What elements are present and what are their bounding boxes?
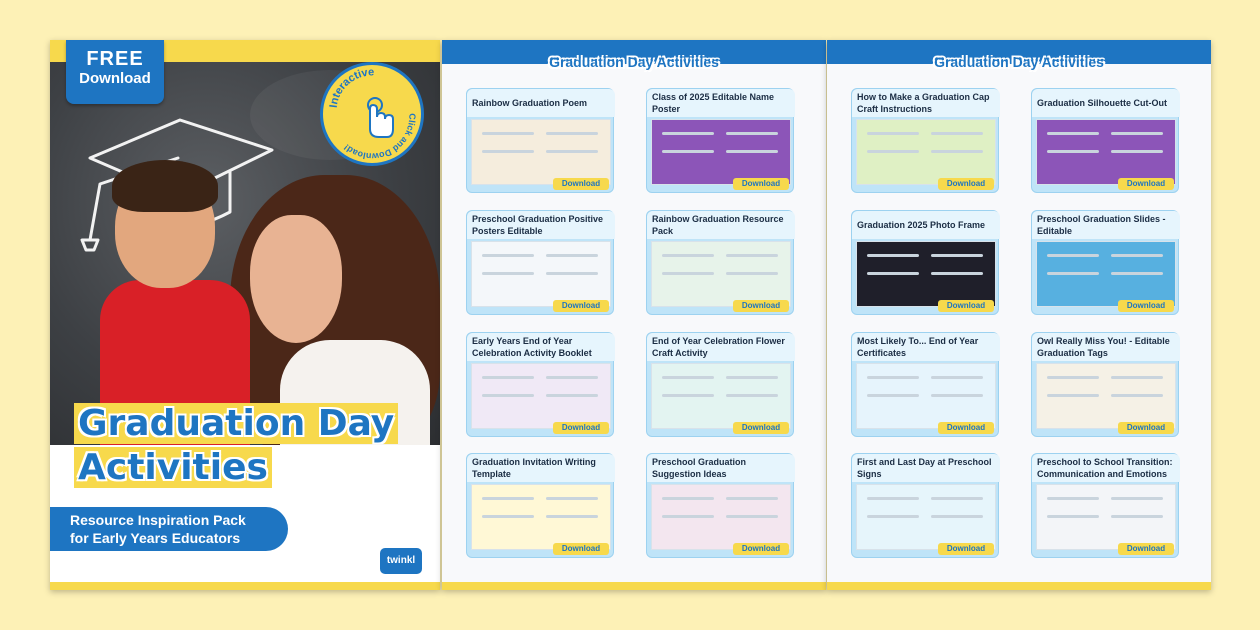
download-button[interactable]: Download bbox=[553, 422, 609, 434]
thumbnail-text-line bbox=[546, 272, 598, 275]
resource-card[interactable] bbox=[851, 332, 999, 437]
resource-thumbnail[interactable] bbox=[651, 241, 791, 307]
resource-thumbnail[interactable] bbox=[471, 241, 611, 307]
thumbnail-text-line bbox=[1111, 515, 1163, 518]
download-button[interactable]: Download bbox=[733, 300, 789, 312]
thumbnail-text-line bbox=[867, 150, 919, 153]
interactive-label: Interactive bbox=[327, 66, 375, 109]
mother-face bbox=[250, 215, 342, 343]
thumbnail-text-line bbox=[1047, 150, 1099, 153]
subtitle-line-1: Resource Inspiration Pack bbox=[70, 512, 246, 528]
thumbnail-text-line bbox=[662, 515, 714, 518]
resource-thumbnail[interactable] bbox=[856, 484, 996, 550]
thumbnail-text-line bbox=[662, 376, 714, 379]
thumbnail-text-line bbox=[931, 132, 983, 135]
cover-title bbox=[74, 402, 434, 490]
thumbnail-text-line bbox=[931, 254, 983, 257]
resource-card-title: Preschool Graduation Suggestion Ideas bbox=[647, 454, 795, 482]
resource-card-title: Class of 2025 Editable Name Poster bbox=[647, 89, 795, 117]
thumbnail-text-line bbox=[662, 150, 714, 153]
thumbnail-text-line bbox=[867, 132, 919, 135]
download-button[interactable]: Download bbox=[1118, 422, 1174, 434]
thumbnail-text-line bbox=[482, 497, 534, 500]
resource-card[interactable] bbox=[466, 332, 614, 437]
thumbnail-text-line bbox=[726, 376, 778, 379]
thumbnail-text-line bbox=[1047, 497, 1099, 500]
thumbnail-text-line bbox=[726, 150, 778, 153]
resource-card[interactable] bbox=[646, 88, 794, 193]
click-download-label: Click and Download! bbox=[341, 113, 418, 162]
resource-thumbnail[interactable] bbox=[471, 119, 611, 185]
thumbnail-text-line bbox=[1047, 272, 1099, 275]
resource-card[interactable] bbox=[1031, 332, 1179, 437]
thumbnail-text-line bbox=[662, 394, 714, 397]
thumbnail-text-line bbox=[1111, 394, 1163, 397]
download-button[interactable]: Download bbox=[938, 422, 994, 434]
free-download-badge[interactable] bbox=[66, 40, 164, 104]
resource-card[interactable] bbox=[646, 210, 794, 315]
thumbnail-text-line bbox=[546, 497, 598, 500]
thumbnail-text-line bbox=[1111, 272, 1163, 275]
resource-card-title: End of Year Celebration Flower Craft Activity bbox=[647, 333, 795, 361]
free-label: FREE bbox=[86, 48, 144, 70]
title-line-2: Activities bbox=[74, 447, 272, 488]
thumbnail-text-line bbox=[482, 394, 534, 397]
download-label: Download bbox=[79, 70, 151, 87]
thumbnail-text-line bbox=[546, 150, 598, 153]
resource-thumbnail[interactable] bbox=[651, 363, 791, 429]
download-button[interactable]: Download bbox=[1118, 300, 1174, 312]
resource-card[interactable] bbox=[1031, 210, 1179, 315]
thumbnail-text-line bbox=[662, 132, 714, 135]
download-button[interactable]: Download bbox=[553, 178, 609, 190]
download-button[interactable]: Download bbox=[553, 543, 609, 555]
resource-card-title: Preschool Graduation Positive Posters Editable bbox=[467, 211, 615, 239]
thumbnail-text-line bbox=[726, 497, 778, 500]
resource-card[interactable] bbox=[466, 88, 614, 193]
thumbnail-text-line bbox=[867, 272, 919, 275]
resource-thumbnail[interactable] bbox=[1036, 119, 1176, 185]
resource-thumbnail[interactable] bbox=[651, 119, 791, 185]
resource-card-title: Graduation Silhouette Cut-Out bbox=[1032, 89, 1180, 117]
download-button[interactable]: Download bbox=[733, 422, 789, 434]
resource-thumbnail[interactable] bbox=[1036, 484, 1176, 550]
thumbnail-text-line bbox=[1047, 254, 1099, 257]
thumbnail-text-line bbox=[1111, 254, 1163, 257]
child-hair bbox=[112, 160, 218, 212]
resource-card-title: Preschool to School Transition: Communication and Emotions bbox=[1032, 454, 1180, 482]
interactive-badge-ring bbox=[323, 65, 421, 163]
thumbnail-text-line bbox=[1111, 132, 1163, 135]
thumbnail-text-line bbox=[546, 394, 598, 397]
thumbnail-text-line bbox=[1111, 376, 1163, 379]
resource-card-title: Graduation Invitation Writing Template bbox=[467, 454, 615, 482]
twinkl-logo: twinkl bbox=[380, 548, 422, 574]
thumbnail-text-line bbox=[1111, 497, 1163, 500]
download-button[interactable]: Download bbox=[938, 543, 994, 555]
thumbnail-text-line bbox=[867, 515, 919, 518]
download-button[interactable]: Download bbox=[938, 178, 994, 190]
thumbnail-text-line bbox=[662, 497, 714, 500]
resource-card-title: Rainbow Graduation Poem bbox=[467, 89, 615, 117]
thumbnail-text-line bbox=[662, 272, 714, 275]
thumbnail-text-line bbox=[482, 254, 534, 257]
resource-card[interactable] bbox=[646, 332, 794, 437]
svg-text:Interactive bbox=[328, 66, 375, 108]
cover-bottom-strip bbox=[50, 582, 440, 590]
thumbnail-text-line bbox=[546, 376, 598, 379]
download-button[interactable]: Download bbox=[938, 300, 994, 312]
thumbnail-text-line bbox=[726, 394, 778, 397]
resource-card-title: Rainbow Graduation Resource Pack bbox=[647, 211, 795, 239]
thumbnail-text-line bbox=[726, 132, 778, 135]
resource-card[interactable] bbox=[466, 210, 614, 315]
resource-thumbnail[interactable] bbox=[471, 363, 611, 429]
thumbnail-text-line bbox=[867, 394, 919, 397]
download-button[interactable]: Download bbox=[733, 178, 789, 190]
resource-card-title: How to Make a Graduation Cap Craft Instructions bbox=[852, 89, 1000, 117]
right-bottom-strip bbox=[827, 582, 1211, 590]
thumbnail-text-line bbox=[1047, 394, 1099, 397]
download-button[interactable]: Download bbox=[1118, 543, 1174, 555]
thumbnail-text-line bbox=[726, 254, 778, 257]
right-page-title: Graduation Day Activities bbox=[934, 54, 1104, 70]
left-inner-page bbox=[442, 40, 826, 590]
subtitle-line-2: for Early Years Educators bbox=[70, 530, 241, 546]
thumbnail-text-line bbox=[1111, 150, 1163, 153]
thumbnail-text-line bbox=[931, 394, 983, 397]
resource-card[interactable] bbox=[851, 210, 999, 315]
thumbnail-text-line bbox=[931, 497, 983, 500]
thumbnail-text-line bbox=[867, 376, 919, 379]
resource-card[interactable] bbox=[851, 453, 999, 558]
resource-card[interactable] bbox=[1031, 453, 1179, 558]
thumbnail-text-line bbox=[867, 497, 919, 500]
thumbnail-text-line bbox=[1047, 132, 1099, 135]
title-line-1: Graduation Day bbox=[74, 403, 398, 444]
thumbnail-text-line bbox=[546, 132, 598, 135]
thumbnail-text-line bbox=[726, 515, 778, 518]
thumbnail-text-line bbox=[482, 150, 534, 153]
thumbnail-text-line bbox=[931, 150, 983, 153]
cover-subtitle bbox=[50, 507, 288, 551]
resource-thumbnail[interactable] bbox=[1036, 363, 1176, 429]
resource-card-title: Graduation 2025 Photo Frame bbox=[852, 211, 1000, 239]
download-button[interactable]: Download bbox=[553, 300, 609, 312]
thumbnail-text-line bbox=[482, 376, 534, 379]
thumbnail-text-line bbox=[931, 515, 983, 518]
cover-page bbox=[50, 40, 440, 590]
resource-thumbnail[interactable] bbox=[651, 484, 791, 550]
resource-card-title: First and Last Day at Preschool Signs bbox=[852, 454, 1000, 482]
resource-thumbnail[interactable] bbox=[471, 484, 611, 550]
thumbnail-text-line bbox=[482, 272, 534, 275]
thumbnail-text-line bbox=[931, 272, 983, 275]
thumbnail-text-line bbox=[931, 376, 983, 379]
resource-thumbnail[interactable] bbox=[856, 119, 996, 185]
interactive-badge[interactable] bbox=[320, 62, 424, 166]
resource-thumbnail[interactable] bbox=[1036, 241, 1176, 307]
resource-card-title: Owl Really Miss You! - Editable Graduation Tags bbox=[1032, 333, 1180, 361]
thumbnail-text-line bbox=[662, 254, 714, 257]
pointer-hand-icon bbox=[368, 98, 393, 137]
thumbnail-text-line bbox=[482, 515, 534, 518]
resource-thumbnail[interactable] bbox=[856, 241, 996, 307]
thumbnail-text-line bbox=[546, 515, 598, 518]
left-page-title: Graduation Day Activities bbox=[549, 54, 719, 70]
right-inner-page bbox=[827, 40, 1211, 590]
download-button[interactable]: Download bbox=[1118, 178, 1174, 190]
resource-card[interactable] bbox=[646, 453, 794, 558]
resource-card-title: Preschool Graduation Slides - Editable bbox=[1032, 211, 1180, 239]
thumbnail-text-line bbox=[1047, 515, 1099, 518]
resource-thumbnail[interactable] bbox=[856, 363, 996, 429]
thumbnail-text-line bbox=[867, 254, 919, 257]
thumbnail-text-line bbox=[546, 254, 598, 257]
thumbnail-text-line bbox=[482, 132, 534, 135]
thumbnail-text-line bbox=[1047, 376, 1099, 379]
resource-card[interactable] bbox=[1031, 88, 1179, 193]
left-bottom-strip bbox=[442, 582, 826, 590]
resource-card-title: Early Years End of Year Celebration Activity Booklet bbox=[467, 333, 615, 361]
thumbnail-text-line bbox=[726, 272, 778, 275]
resource-card-title: Most Likely To... End of Year Certificates bbox=[852, 333, 1000, 361]
resource-card[interactable] bbox=[466, 453, 614, 558]
resource-card[interactable] bbox=[851, 88, 999, 193]
download-button[interactable]: Download bbox=[733, 543, 789, 555]
